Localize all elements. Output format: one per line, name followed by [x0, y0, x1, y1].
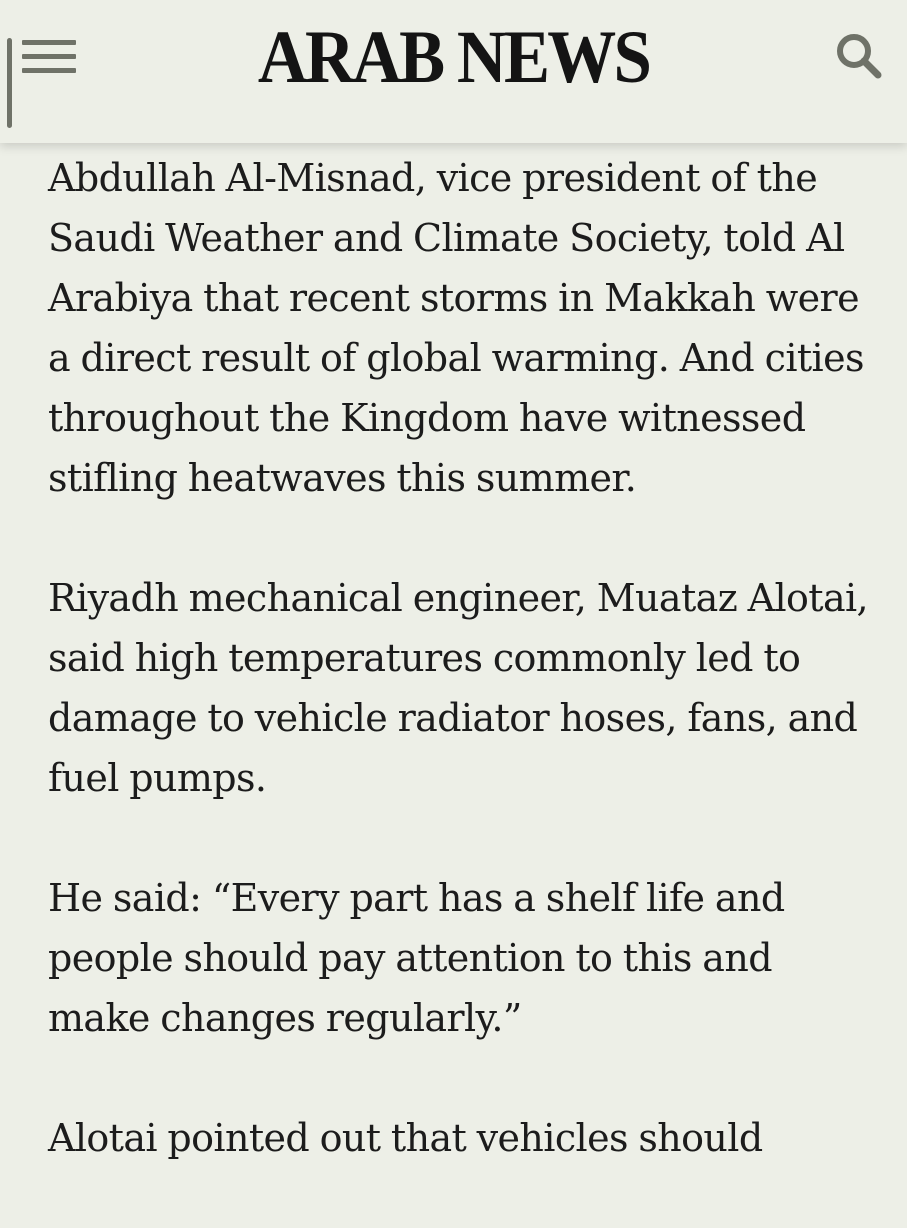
article-paragraph: He said: “Every part has a shelf life and people should pay attention to this and make changes regularly.”	[48, 876, 785, 1040]
article-paragraph: Riyadh mechanical engineer, Muataz Alotai, said high temperatures commonly led to damage to vehicle radiator hoses, fans, and fuel pumps.	[48, 576, 869, 800]
article-body	[48, 148, 878, 1228]
search-icon[interactable]	[834, 31, 886, 83]
article-paragraph: Alotai pointed out that vehicles should	[48, 1116, 763, 1160]
site-header	[0, 0, 907, 143]
scroll-indicator	[7, 38, 12, 128]
article-paragraph: Abdullah Al-Misnad, vice president of the Saudi Weather and Climate Society, told Al Arabiya that recent storms in Makkah were a direct result of global warming. And cities throughout the Kingdom have witnessed stifling heatwaves this summer.	[48, 156, 864, 500]
site-logo[interactable]: ARAB NEWS	[257, 16, 650, 99]
